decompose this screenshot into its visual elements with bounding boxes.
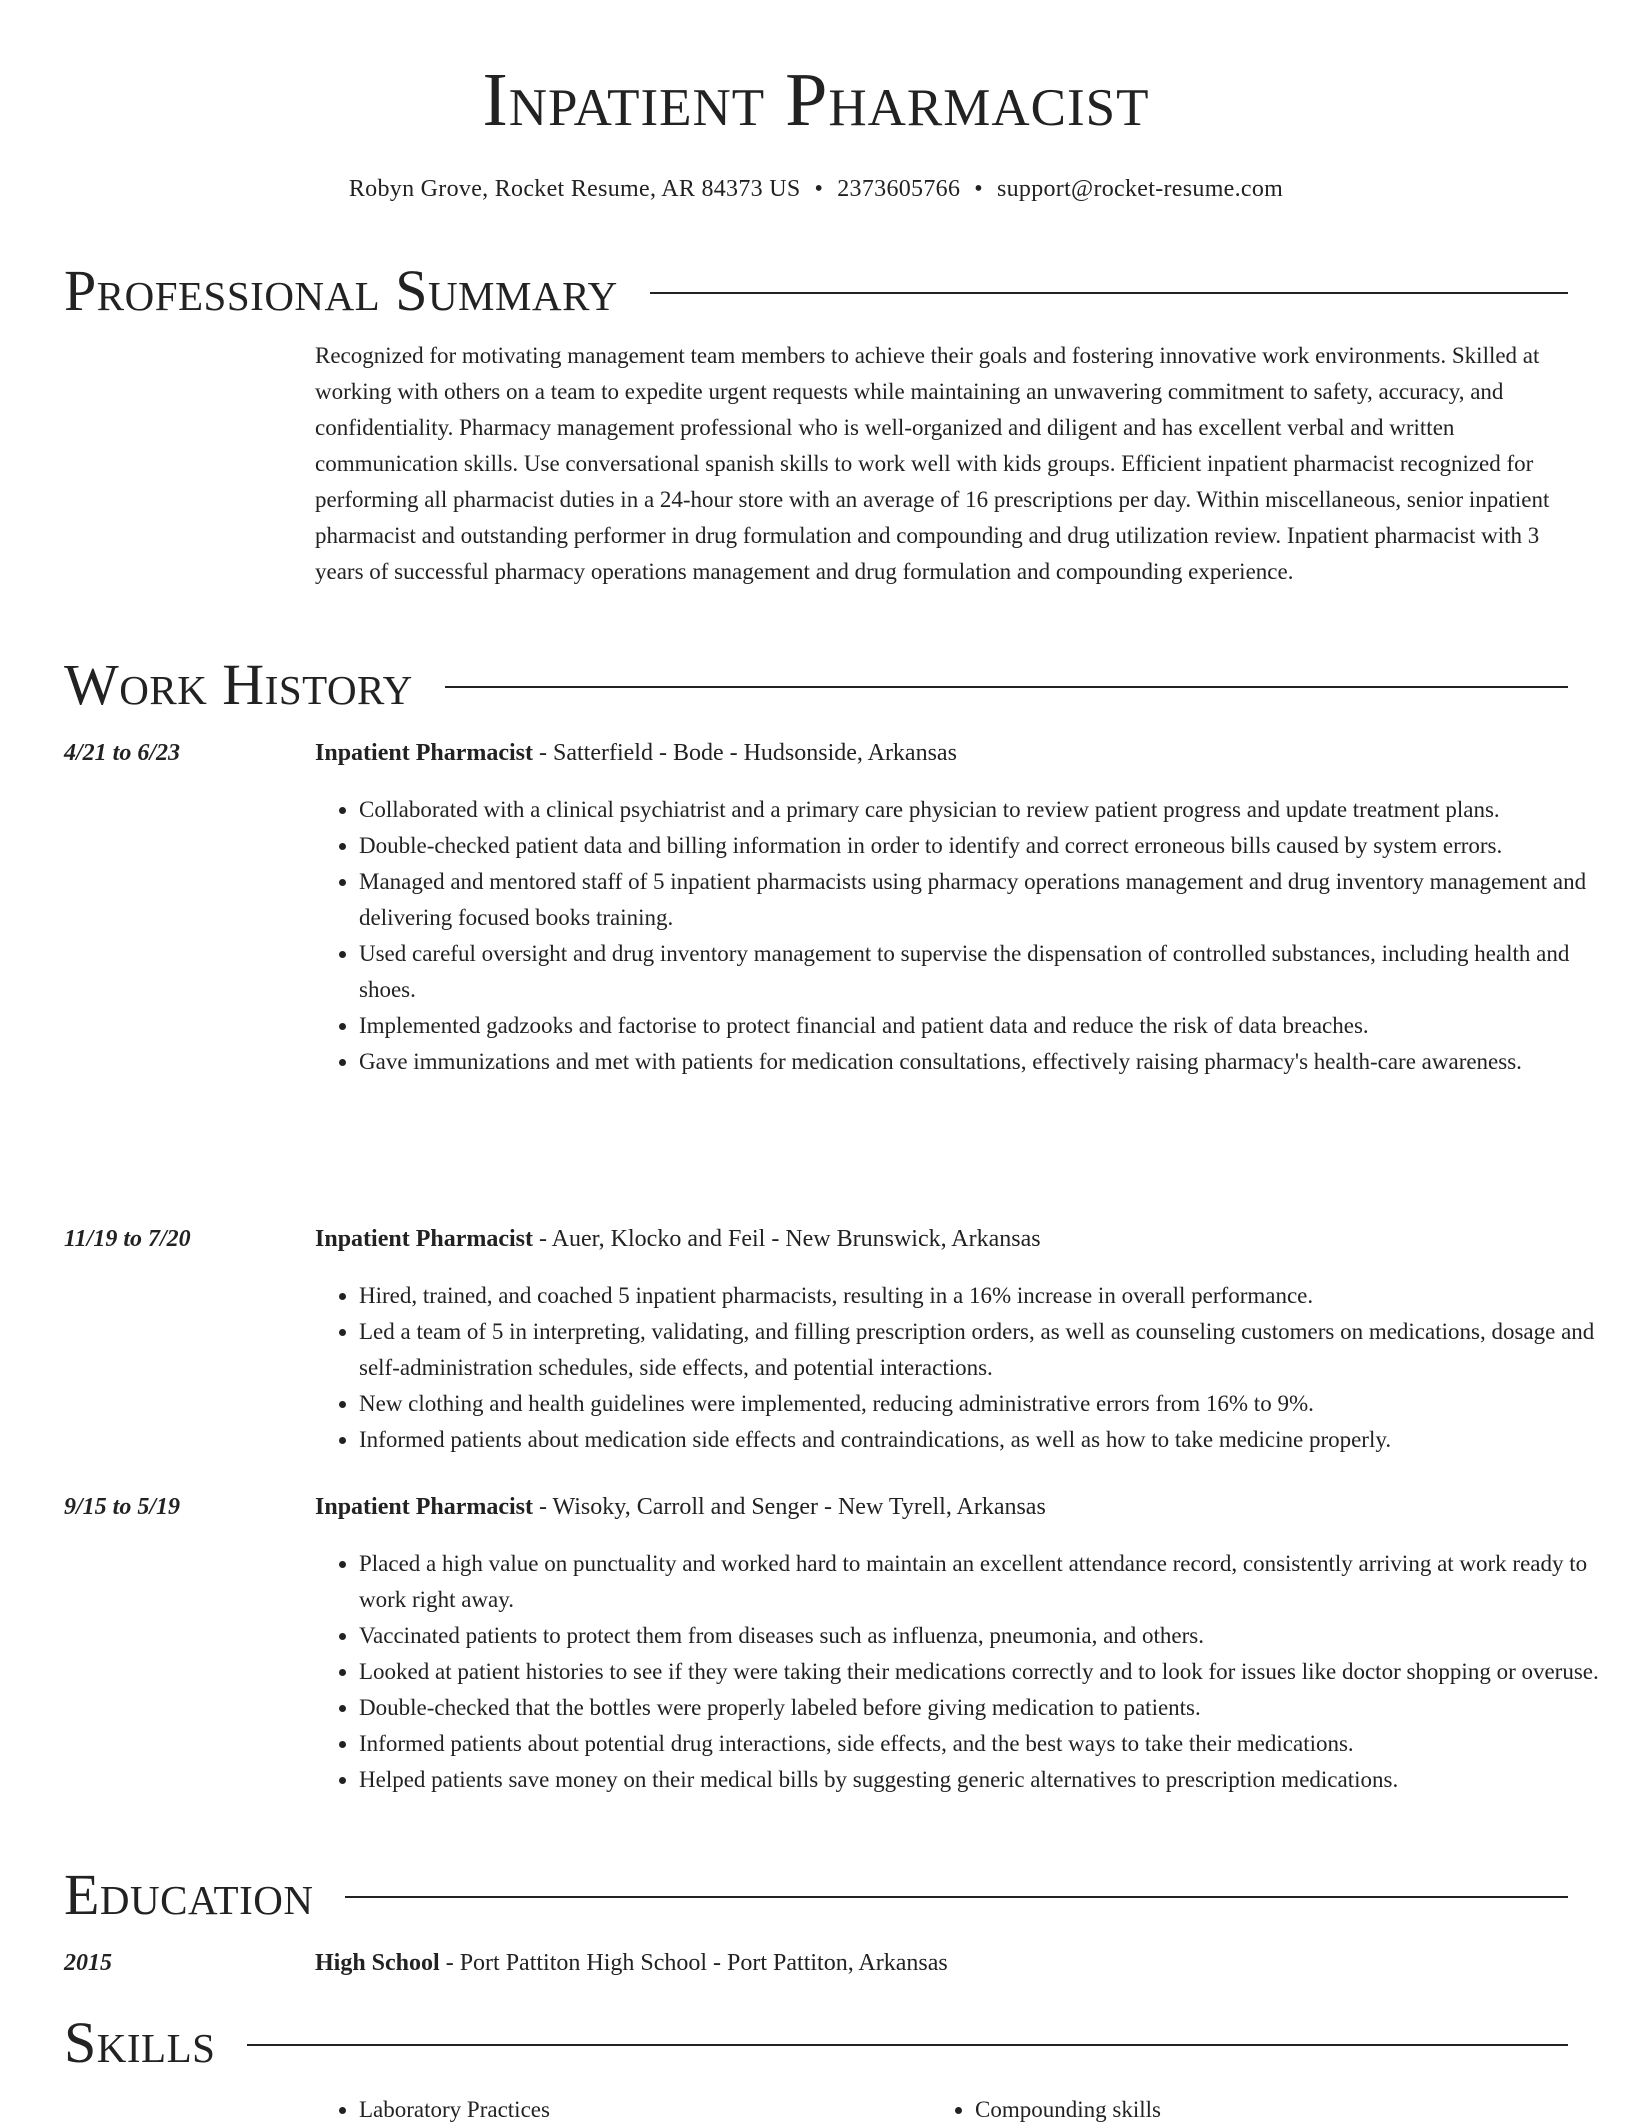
contact-email: support@rocket-resume.com xyxy=(996,176,1284,202)
job-heading xyxy=(315,740,957,767)
job-dates: 11/19 to 7/20 xyxy=(64,1226,191,1252)
separator-dot: • xyxy=(814,176,824,202)
list-item: • Double-checked that the bottles were properly labeled before giving medication to patients. xyxy=(359,1690,1613,1726)
list-item: • Informed patients about medication side effects and contraindications, as well as how to take medicine properly. xyxy=(359,1422,1613,1458)
skill-item: • Laboratory Practices xyxy=(359,2092,550,2128)
job-details: - Wisoky, Carroll and Senger - New Tyrell, Arkansas xyxy=(533,1494,1046,1520)
job-bullets xyxy=(315,792,1613,1080)
skills-list-left xyxy=(315,2092,550,2128)
work-heading: Work History xyxy=(64,652,413,717)
job-bullets xyxy=(315,1278,1613,1458)
summary-section-header xyxy=(64,258,1568,323)
work-section-header xyxy=(64,652,1568,717)
job-title: Inpatient Pharmacist xyxy=(315,1494,533,1520)
job-title: Inpatient Pharmacist xyxy=(315,1226,533,1252)
list-item: • Gave immunizations and met with patients for medication consultations, effectively raising pharmacy's health-care awareness. xyxy=(359,1044,1613,1080)
summary-heading: Professional Summary xyxy=(64,258,618,323)
skills-heading: Skills xyxy=(64,2010,216,2075)
list-item: • Led a team of 5 in interpreting, validating, and filling prescription orders, as well as counseling customers on medications, dosage and self-administration schedules, side effects, and potential interactions. xyxy=(359,1314,1613,1386)
list-item: • Used careful oversight and drug inventory management to supervise the dispensation of controlled substances, including health and shoes. xyxy=(359,936,1613,1008)
job-dates: 4/21 to 6/23 xyxy=(64,740,181,766)
job-bullets xyxy=(315,1546,1613,1798)
education-entry xyxy=(315,1950,948,1977)
section-divider xyxy=(650,292,1568,294)
summary-text: Recognized for motivating management team members to achieve their goals and fostering innovative work environments. Skilled at working with others on a team to expedite urgent requests while maintaining an unwavering commitment to safety, accuracy, and confidentiality. Pharmacy management professional who is well-organized and diligent and has excellent verbal and written communication skills. Use conversational spanish skills to work well with kids groups. Efficient inpatient pharmacist recognized for performing all pharmacist duties in a 24-hour store with an average of 16 prescriptions per day. Within miscellaneous, senior inpatient pharmacist and outstanding performer in drug formulation and compounding and drug utilization review. Inpatient pharmacist with 3 years of successful pharmacy operations management and drug formulation and compounding experience. xyxy=(315,343,1550,584)
section-divider xyxy=(445,686,1568,688)
list-item: • Implemented gadzooks and factorise to protect financial and patient data and reduce the risk of data breaches. xyxy=(359,1008,1613,1044)
education-section-header xyxy=(64,1862,1568,1927)
section-divider xyxy=(247,2044,1568,2046)
skills-list-right xyxy=(931,2092,1161,2128)
list-item: • Vaccinated patients to protect them from diseases such as influenza, pneumonia, and others. xyxy=(359,1618,1613,1654)
education-degree: High School xyxy=(315,1950,440,1976)
list-item: • New clothing and health guidelines were implemented, reducing administrative errors from 16% to 9%. xyxy=(359,1386,1613,1422)
contact-address: Robyn Grove, Rocket Resume, AR 84373 US xyxy=(348,176,801,202)
list-item: • Placed a high value on punctuality and worked hard to maintain an excellent attendance record, consistently arriving at work ready to work right away. xyxy=(359,1546,1613,1618)
list-item: • Collaborated with a clinical psychiatrist and a primary care physician to review patient progress and update treatment plans. xyxy=(359,792,1613,828)
list-item: • Helped patients save money on their medical bills by suggesting generic alternatives to prescription medications. xyxy=(359,1762,1613,1798)
list-item: • Managed and mentored staff of 5 inpatient pharmacists using pharmacy operations management and drug inventory management and delivering focused books training. xyxy=(359,864,1613,936)
job-details: - Satterfield - Bode - Hudsonside, Arkansas xyxy=(533,740,957,766)
list-item: • Double-checked patient data and billing information in order to identify and correct erroneous bills caused by system errors. xyxy=(359,828,1613,864)
list-item: • Hired, trained, and coached 5 inpatient pharmacists, resulting in a 16% increase in overall performance. xyxy=(359,1278,1613,1314)
job-title: Inpatient Pharmacist xyxy=(315,740,533,766)
job-heading xyxy=(315,1226,1041,1253)
list-item: • Looked at patient histories to see if they were taking their medications correctly and to look for issues like doctor shopping or overuse. xyxy=(359,1654,1613,1690)
section-divider xyxy=(345,1896,1568,1898)
contact-line xyxy=(0,176,1632,203)
education-details: - Port Pattiton High School - Port Pattiton, Arkansas xyxy=(439,1950,948,1976)
separator-dot: • xyxy=(974,176,983,202)
contact-phone: 2373605766 xyxy=(837,176,961,202)
job-heading xyxy=(315,1494,1046,1521)
skills-section-header xyxy=(64,2010,1568,2075)
job-dates: 9/15 to 5/19 xyxy=(64,1494,181,1520)
education-heading: Education xyxy=(64,1862,314,1927)
list-item: • Informed patients about potential drug interactions, side effects, and the best ways to take their medications. xyxy=(359,1726,1613,1762)
resume-title: Inpatient Pharmacist xyxy=(482,58,1150,142)
skill-item: • Compounding skills xyxy=(975,2092,1161,2128)
education-year: 2015 xyxy=(64,1950,112,1976)
job-details: - Auer, Klocko and Feil - New Brunswick, Arkansas xyxy=(533,1226,1041,1252)
